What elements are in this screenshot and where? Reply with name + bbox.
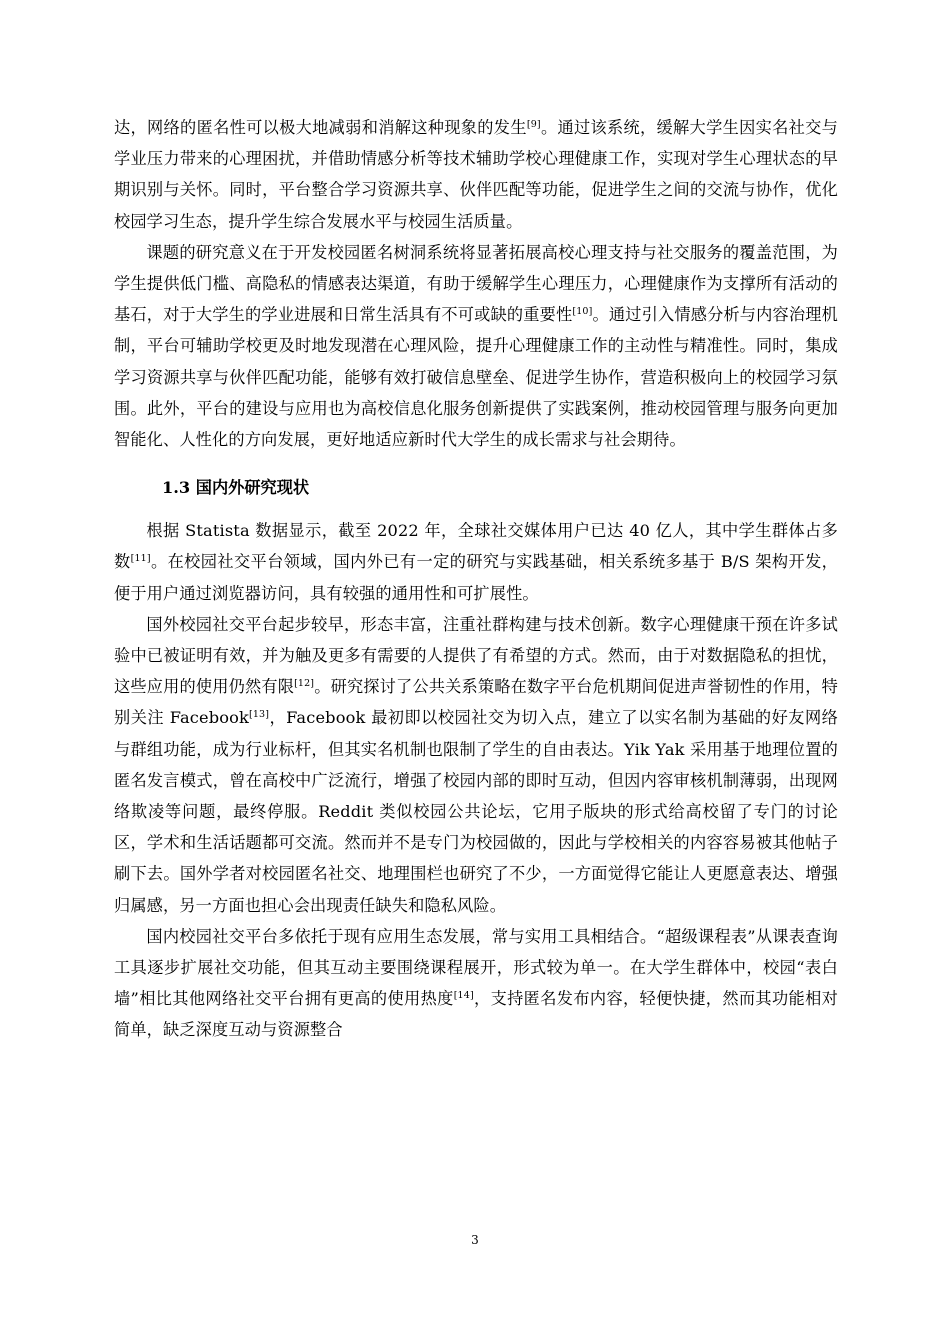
text-segment: 根据 Statista 数据显示，截至 2022 年，全球社交媒体用户已达 40 亿人，其中学生群体占多数 — [114, 521, 838, 572]
text-segment: 。通过引入情感分析与内容治理机制，平台可辅助学校更及时地发现潜在心理风险，提升心理健康工作的主动性与精准性。同时，集成学习资源共享与伙伴匹配功能，能够有效打破信息壁垒、促进学生协作，营造积极向上的校园学习氛围。此外，平台的建设与应用也为高校信息化服务创新提供了实践案例，推动校园管理与服务向更加智能化、人性化的方向发展，更好地适应新时代大学生的成长需求与社会期待。 — [114, 305, 838, 450]
text-segment: 国内校园社交平台多依托于现有应用生态发展，常与实用工具相结合。“超级课程表”从课表查询工具逐步扩展社交功能，但其互动主要围绕课程展开，形式较为单一。在大学生群体中，校园“表白墙”相比其他网络社交平台拥有更高的使用热度 — [114, 926, 838, 1009]
citation-ref-14: [14] — [453, 990, 474, 1002]
text-segment: 达，网络的匿名性可以极大地减弱和消解这种现象的发生 — [114, 118, 527, 137]
paragraph-5 — [114, 921, 838, 1046]
citation-ref-9: [9] — [526, 119, 541, 130]
citation-ref-10: [10] — [572, 306, 593, 318]
section-heading: 1.3 国内外研究现状 — [162, 478, 310, 498]
paragraph-4 — [114, 609, 838, 921]
paragraph-3 — [114, 515, 838, 609]
citation-ref-12: [12] — [294, 678, 315, 690]
citation-ref-11: [11] — [130, 553, 151, 565]
paragraph-1 — [114, 112, 838, 237]
page-number: 3 — [471, 1233, 479, 1247]
text-segment: 。在校园社交平台领域，国内外已有一定的研究与实践基础，相关系统多基于 B/S 架构开发，便于用户通过浏览器访问，具有较强的通用性和可扩展性。 — [114, 552, 839, 603]
text-segment: 课题的研究意义在于开发校园匿名树洞系统将显著拓展高校心理支持与社交服务的覆盖范围，为学生提供低门槛、高隐私的情感表达渠道，有助于缓解学生心理压力，心理健康作为支撑所有活动的基石，对于大学生的学业进展和日常生活具有不可或缺的重要性 — [114, 242, 838, 325]
text-segment: 。研究探讨了公共关系策略在数字平台危机期间促进声誉韧性的作用，特别关注 Facebook — [114, 677, 838, 728]
text-segment: ，支持匿名发布内容，轻便快捷，然而其功能相对简单，缺乏深度互动与资源整合 — [114, 989, 838, 1040]
text-segment: ，Facebook 最初即以校园社交为切入点，建立了以实名制为基础的好友网络与群组功能，成为行业标杆，但其实名机制也限制了学生的自由表达。Yik Yak 采用基于地理位置的匿名发言模式，曾在高校中广泛流行，增强了校园内部的即时互动，但因内容审核机制薄弱，出现网络欺凌等问题，最终停服。Reddit 类似校园公共论坛，它用子版块的形式给高校留了专门的讨论区，学术和生活话题都可交流。然而并不是专门为校园做的，因此与学校相关的内容容易被其他帖子刷下去。国外学者对校园匿名社交、地理围栏也研究了不少，一方面觉得它能让人更愿意表达、增强归属感，另一方面也担心会出现责任缺失和隐私风险。 — [114, 708, 838, 915]
paragraph-2 — [114, 237, 838, 455]
text-segment: 。通过该系统，缓解大学生因实名社交与学业压力带来的心理困扰，并借助情感分析等技术辅助学校心理健康工作，实现对学生心理状态的早期识别与关怀。同时，平台整合学习资源共享、伙伴匹配等功能，促进学生之间的交流与协作，优化校园学习生态，提升学生综合发展水平与校园生活质量。 — [114, 118, 839, 231]
citation-ref-13: [13] — [249, 709, 270, 721]
text-segment: 国外校园社交平台起步较早，形态丰富，注重社群构建与技术创新。数字心理健康干预在许多试验中已被证明有效，并为触及更多有需要的人提供了有希望的方式。然而，由于对数据隐私的担忧，这些应用的使用仍然有限 — [114, 614, 838, 697]
page-body — [114, 112, 838, 1046]
